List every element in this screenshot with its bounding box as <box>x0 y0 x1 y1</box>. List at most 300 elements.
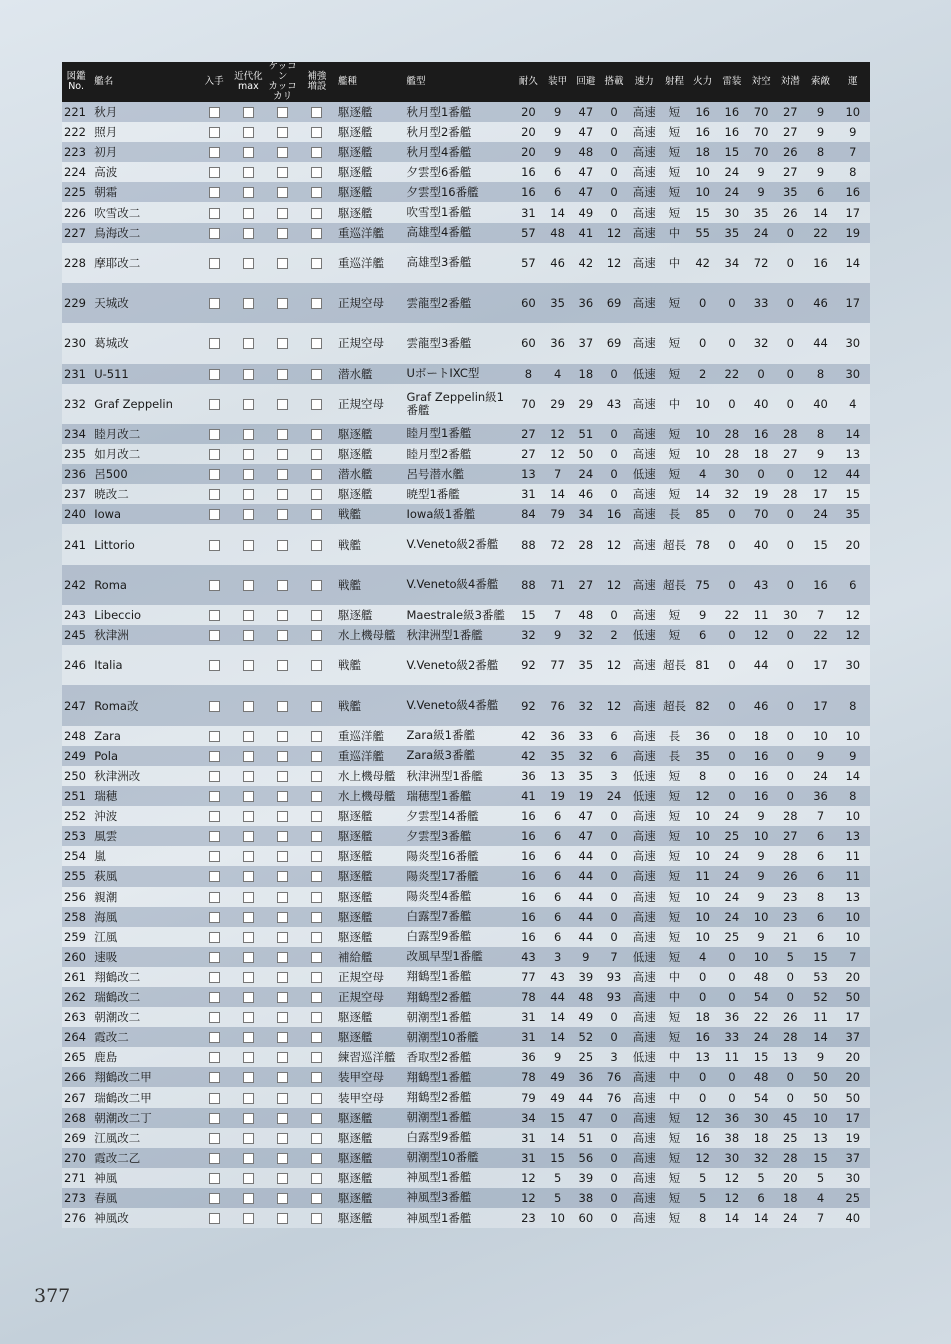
reinforce-slot-checkbox[interactable] <box>311 892 322 903</box>
obtained-checkbox[interactable] <box>209 1072 220 1083</box>
modernize-max-checkbox[interactable] <box>243 972 254 983</box>
kekkon-checkbox-cell <box>265 1087 299 1107</box>
evasion-cell: 48 <box>572 605 600 625</box>
modernize-max-checkbox[interactable] <box>243 1153 254 1164</box>
reinforce-slot-checkbox[interactable] <box>311 228 322 239</box>
torpedo-cell: 14 <box>717 1208 747 1228</box>
reinforce-slot-checkbox[interactable] <box>311 338 322 349</box>
obtained-checkbox[interactable] <box>209 811 220 822</box>
modernize-max-checkbox[interactable] <box>243 1052 254 1063</box>
luck-cell: 7 <box>836 947 870 967</box>
modernize-max-checkbox[interactable] <box>243 1213 254 1224</box>
capacity-cell: 69 <box>600 283 628 323</box>
kekkon-checkbox[interactable] <box>277 167 288 178</box>
kekkon-checkbox[interactable] <box>277 1153 288 1164</box>
ship-type-cell: 正規空母 <box>334 384 403 424</box>
header-aa: 対空 <box>747 62 775 102</box>
kekkon-checkbox[interactable] <box>277 992 288 1003</box>
kekkon-checkbox[interactable] <box>277 1193 288 1204</box>
speed-cell: 高速 <box>628 1108 660 1128</box>
aa-cell: 9 <box>747 927 775 947</box>
kekkon-checkbox[interactable] <box>277 1113 288 1124</box>
modernize-max-checkbox[interactable] <box>243 892 254 903</box>
asw-cell: 0 <box>775 726 805 746</box>
obtained-checkbox[interactable] <box>209 610 220 621</box>
obtained-checkbox[interactable] <box>209 1153 220 1164</box>
los-cell: 17 <box>805 645 835 685</box>
reinforce-slot-checkbox[interactable] <box>311 731 322 742</box>
reinforce-slot-checkbox[interactable] <box>311 489 322 500</box>
modernize-max-checkbox[interactable] <box>243 147 254 158</box>
reinforce-slot-checkbox[interactable] <box>311 912 322 923</box>
obtained-checkbox[interactable] <box>209 208 220 219</box>
obtained-checkbox[interactable] <box>209 630 220 641</box>
obtained-checkbox[interactable] <box>209 1173 220 1184</box>
kekkon-checkbox[interactable] <box>277 369 288 380</box>
reinforce-slot-checkbox[interactable] <box>311 871 322 882</box>
hp-cell: 23 <box>513 1208 543 1228</box>
kekkon-checkbox[interactable] <box>277 107 288 118</box>
modernize-max-checkbox[interactable] <box>243 338 254 349</box>
kekkon-checkbox[interactable] <box>277 489 288 500</box>
reinforce-slot-checkbox[interactable] <box>311 540 322 551</box>
luck-cell: 10 <box>836 927 870 947</box>
obtained-checkbox[interactable] <box>209 369 220 380</box>
modernize-max-checkbox[interactable] <box>243 228 254 239</box>
header-modernize-max: 近代化 max <box>231 62 265 102</box>
luck-cell: 40 <box>836 1208 870 1228</box>
header-armor: 装甲 <box>544 62 572 102</box>
obtained-checkbox[interactable] <box>209 1052 220 1063</box>
modernize-max-checkbox[interactable] <box>243 912 254 923</box>
obtained-checkbox[interactable] <box>209 298 220 309</box>
no-cell: 268 <box>62 1108 90 1128</box>
torpedo-cell: 0 <box>717 524 747 564</box>
range-cell: 短 <box>660 786 688 806</box>
reinforce-slot-checkbox[interactable] <box>311 811 322 822</box>
reinforce-slot-checkbox[interactable] <box>311 1173 322 1184</box>
firepower-cell: 6 <box>689 625 717 645</box>
asw-cell: 26 <box>775 202 805 222</box>
kekkon-checkbox[interactable] <box>277 449 288 460</box>
kekkon-checkbox[interactable] <box>277 731 288 742</box>
modernize-max-checkbox[interactable] <box>243 660 254 671</box>
kekkon-checkbox[interactable] <box>277 258 288 269</box>
modernize-max-checkbox[interactable] <box>243 489 254 500</box>
armor-cell: 48 <box>544 223 572 243</box>
no-cell: 229 <box>62 283 90 323</box>
obtained-checkbox-cell <box>197 1047 231 1067</box>
asw-cell: 28 <box>775 846 805 866</box>
obtained-checkbox[interactable] <box>209 771 220 782</box>
kekkon-checkbox[interactable] <box>277 1052 288 1063</box>
kekkon-checkbox[interactable] <box>277 701 288 712</box>
header-kekkon: ケッコン カッコカリ <box>265 62 299 102</box>
kekkon-checkbox[interactable] <box>277 298 288 309</box>
reinforce-slot-checkbox[interactable] <box>311 429 322 440</box>
obtained-checkbox[interactable] <box>209 1012 220 1023</box>
evasion-cell: 44 <box>572 846 600 866</box>
kekkon-checkbox[interactable] <box>277 932 288 943</box>
modernize-max-checkbox-cell <box>231 846 265 866</box>
armor-cell: 4 <box>544 364 572 384</box>
obtained-checkbox[interactable] <box>209 701 220 712</box>
obtained-checkbox[interactable] <box>209 540 220 551</box>
modernize-max-checkbox[interactable] <box>243 107 254 118</box>
modernize-max-checkbox[interactable] <box>243 540 254 551</box>
reinforce-slot-checkbox[interactable] <box>311 771 322 782</box>
asw-cell: 0 <box>775 645 805 685</box>
hp-cell: 20 <box>513 142 543 162</box>
obtained-checkbox[interactable] <box>209 399 220 410</box>
obtained-checkbox[interactable] <box>209 912 220 923</box>
modernize-max-checkbox-cell <box>231 987 265 1007</box>
modernize-max-checkbox[interactable] <box>243 1173 254 1184</box>
reinforce-slot-checkbox[interactable] <box>311 610 322 621</box>
obtained-checkbox[interactable] <box>209 660 220 671</box>
range-cell: 短 <box>660 364 688 384</box>
kekkon-checkbox[interactable] <box>277 338 288 349</box>
armor-cell: 72 <box>544 524 572 564</box>
obtained-checkbox[interactable] <box>209 892 220 903</box>
reinforce-slot-checkbox[interactable] <box>311 851 322 862</box>
reinforce-slot-checkbox[interactable] <box>311 369 322 380</box>
kekkon-checkbox[interactable] <box>277 1093 288 1104</box>
modernize-max-checkbox[interactable] <box>243 167 254 178</box>
modernize-max-checkbox[interactable] <box>243 469 254 480</box>
ship-class-cell: 秋津洲型1番艦 <box>402 625 513 645</box>
reinforce-slot-checkbox[interactable] <box>311 187 322 198</box>
reinforce-slot-checkbox[interactable] <box>311 1052 322 1063</box>
reinforce-slot-checkbox[interactable] <box>311 1032 322 1043</box>
ship-class-cell: 夕雲型16番艦 <box>402 182 513 202</box>
kekkon-checkbox[interactable] <box>277 1133 288 1144</box>
modernize-max-checkbox[interactable] <box>243 1012 254 1023</box>
hp-cell: 70 <box>513 384 543 424</box>
modernize-max-checkbox[interactable] <box>243 1193 254 1204</box>
reinforce-slot-checkbox[interactable] <box>311 751 322 762</box>
ship-type-cell: 正規空母 <box>334 283 403 323</box>
asw-cell: 0 <box>775 786 805 806</box>
modernize-max-checkbox[interactable] <box>243 610 254 621</box>
firepower-cell: 16 <box>689 1128 717 1148</box>
firepower-cell: 75 <box>689 565 717 605</box>
table-row <box>62 625 870 645</box>
firepower-cell: 14 <box>689 484 717 504</box>
reinforce-slot-checkbox[interactable] <box>311 1113 322 1124</box>
luck-cell: 50 <box>836 987 870 1007</box>
obtained-checkbox[interactable] <box>209 1133 220 1144</box>
kekkon-checkbox[interactable] <box>277 509 288 520</box>
reinforce-slot-checkbox[interactable] <box>311 1012 322 1023</box>
capacity-cell: 12 <box>600 524 628 564</box>
modernize-max-checkbox-cell <box>231 726 265 746</box>
obtained-checkbox[interactable] <box>209 147 220 158</box>
kekkon-checkbox[interactable] <box>277 127 288 138</box>
reinforce-slot-checkbox[interactable] <box>311 701 322 712</box>
kekkon-checkbox[interactable] <box>277 871 288 882</box>
obtained-checkbox[interactable] <box>209 107 220 118</box>
firepower-cell: 11 <box>689 866 717 886</box>
modernize-max-checkbox[interactable] <box>243 258 254 269</box>
modernize-max-checkbox[interactable] <box>243 811 254 822</box>
obtained-checkbox[interactable] <box>209 429 220 440</box>
no-cell: 267 <box>62 1087 90 1107</box>
obtained-checkbox[interactable] <box>209 972 220 983</box>
ship-type-cell: 駆逐艦 <box>334 202 403 222</box>
capacity-cell: 93 <box>600 987 628 1007</box>
reinforce-slot-checkbox[interactable] <box>311 831 322 842</box>
modernize-max-checkbox[interactable] <box>243 731 254 742</box>
modernize-max-checkbox[interactable] <box>243 992 254 1003</box>
reinforce-slot-checkbox[interactable] <box>311 932 322 943</box>
reinforce-slot-checkbox[interactable] <box>311 509 322 520</box>
modernize-max-checkbox[interactable] <box>243 429 254 440</box>
asw-cell: 24 <box>775 1208 805 1228</box>
obtained-checkbox[interactable] <box>209 258 220 269</box>
obtained-checkbox-cell <box>197 484 231 504</box>
reinforce-slot-checkbox[interactable] <box>311 1093 322 1104</box>
kekkon-checkbox[interactable] <box>277 1072 288 1083</box>
luck-cell: 30 <box>836 323 870 363</box>
reinforce-slot-checkbox[interactable] <box>311 1153 322 1164</box>
reinforce-slot-checkbox[interactable] <box>311 952 322 963</box>
modernize-max-checkbox[interactable] <box>243 771 254 782</box>
name-cell: 沖波 <box>90 806 197 826</box>
obtained-checkbox[interactable] <box>209 871 220 882</box>
ship-class-cell: 秋月型4番艦 <box>402 142 513 162</box>
reinforce-slot-checkbox[interactable] <box>311 208 322 219</box>
reinforce-slot-checkbox[interactable] <box>311 298 322 309</box>
modernize-max-checkbox[interactable] <box>243 369 254 380</box>
kekkon-checkbox[interactable] <box>277 580 288 591</box>
kekkon-checkbox[interactable] <box>277 630 288 641</box>
kekkon-checkbox[interactable] <box>277 851 288 862</box>
kekkon-checkbox[interactable] <box>277 228 288 239</box>
name-cell: 朝潮改二丁 <box>90 1108 197 1128</box>
capacity-cell: 93 <box>600 967 628 987</box>
obtained-checkbox[interactable] <box>209 1113 220 1124</box>
capacity-cell: 69 <box>600 323 628 363</box>
kekkon-checkbox[interactable] <box>277 1032 288 1043</box>
speed-cell: 低速 <box>628 1047 660 1067</box>
los-cell: 50 <box>805 1067 835 1087</box>
reinforce-slot-checkbox-cell <box>300 866 334 886</box>
obtained-checkbox[interactable] <box>209 228 220 239</box>
obtained-checkbox[interactable] <box>209 167 220 178</box>
name-cell: 翔鶴改二 <box>90 967 197 987</box>
modernize-max-checkbox-cell <box>231 1108 265 1128</box>
obtained-checkbox[interactable] <box>209 509 220 520</box>
reinforce-slot-checkbox[interactable] <box>311 660 322 671</box>
modernize-max-checkbox[interactable] <box>243 509 254 520</box>
ship-class-cell: UボートIXC型 <box>402 364 513 384</box>
hp-cell: 31 <box>513 202 543 222</box>
obtained-checkbox[interactable] <box>209 489 220 500</box>
los-cell: 11 <box>805 1007 835 1027</box>
reinforce-slot-checkbox[interactable] <box>311 147 322 158</box>
torpedo-cell: 30 <box>717 1148 747 1168</box>
name-cell: U-511 <box>90 364 197 384</box>
obtained-checkbox[interactable] <box>209 992 220 1003</box>
modernize-max-checkbox[interactable] <box>243 871 254 882</box>
ship-type-cell: 駆逐艦 <box>334 1168 403 1188</box>
modernize-max-checkbox[interactable] <box>243 208 254 219</box>
modernize-max-checkbox[interactable] <box>243 851 254 862</box>
reinforce-slot-checkbox[interactable] <box>311 258 322 269</box>
kekkon-checkbox[interactable] <box>277 892 288 903</box>
aa-cell: 9 <box>747 806 775 826</box>
modernize-max-checkbox[interactable] <box>243 1113 254 1124</box>
kekkon-checkbox[interactable] <box>277 791 288 802</box>
modernize-max-checkbox[interactable] <box>243 580 254 591</box>
modernize-max-checkbox[interactable] <box>243 187 254 198</box>
torpedo-cell: 16 <box>717 122 747 142</box>
table-row <box>62 464 870 484</box>
kekkon-checkbox[interactable] <box>277 771 288 782</box>
no-cell: 251 <box>62 786 90 806</box>
reinforce-slot-checkbox[interactable] <box>311 1072 322 1083</box>
torpedo-cell: 24 <box>717 887 747 907</box>
hp-cell: 27 <box>513 444 543 464</box>
obtained-checkbox[interactable] <box>209 449 220 460</box>
modernize-max-checkbox[interactable] <box>243 1072 254 1083</box>
kekkon-checkbox[interactable] <box>277 952 288 963</box>
ship-type-cell: 駆逐艦 <box>334 1208 403 1228</box>
asw-cell: 18 <box>775 1188 805 1208</box>
speed-cell: 高速 <box>628 384 660 424</box>
kekkon-checkbox[interactable] <box>277 972 288 983</box>
armor-cell: 12 <box>544 444 572 464</box>
kekkon-checkbox[interactable] <box>277 660 288 671</box>
kekkon-checkbox[interactable] <box>277 751 288 762</box>
reinforce-slot-checkbox[interactable] <box>311 167 322 178</box>
reinforce-slot-checkbox-cell <box>300 504 334 524</box>
ship-class-cell: 陽炎型4番艦 <box>402 887 513 907</box>
obtained-checkbox[interactable] <box>209 187 220 198</box>
modernize-max-checkbox[interactable] <box>243 449 254 460</box>
kekkon-checkbox[interactable] <box>277 208 288 219</box>
modernize-max-checkbox[interactable] <box>243 952 254 963</box>
obtained-checkbox[interactable] <box>209 580 220 591</box>
reinforce-slot-checkbox[interactable] <box>311 791 322 802</box>
ship-type-cell: 水上機母艦 <box>334 625 403 645</box>
modernize-max-checkbox[interactable] <box>243 298 254 309</box>
kekkon-checkbox[interactable] <box>277 610 288 621</box>
kekkon-checkbox[interactable] <box>277 187 288 198</box>
reinforce-slot-checkbox[interactable] <box>311 107 322 118</box>
range-cell: 短 <box>660 927 688 947</box>
reinforce-slot-checkbox[interactable] <box>311 127 322 138</box>
kekkon-checkbox[interactable] <box>277 469 288 480</box>
reinforce-slot-checkbox[interactable] <box>311 992 322 1003</box>
modernize-max-checkbox[interactable] <box>243 1133 254 1144</box>
kekkon-checkbox[interactable] <box>277 1012 288 1023</box>
reinforce-slot-checkbox[interactable] <box>311 630 322 641</box>
ship-class-cell: 翔鶴型2番艦 <box>402 987 513 1007</box>
speed-cell: 高速 <box>628 504 660 524</box>
kekkon-checkbox-cell <box>265 1027 299 1047</box>
reinforce-slot-checkbox[interactable] <box>311 399 322 410</box>
asw-cell: 28 <box>775 424 805 444</box>
kekkon-checkbox-cell <box>265 524 299 564</box>
reinforce-slot-checkbox[interactable] <box>311 972 322 983</box>
modernize-max-checkbox[interactable] <box>243 630 254 641</box>
reinforce-slot-checkbox[interactable] <box>311 1213 322 1224</box>
kekkon-checkbox[interactable] <box>277 1213 288 1224</box>
reinforce-slot-checkbox[interactable] <box>311 469 322 480</box>
obtained-checkbox[interactable] <box>209 1213 220 1224</box>
obtained-checkbox[interactable] <box>209 751 220 762</box>
obtained-checkbox[interactable] <box>209 1032 220 1043</box>
evasion-cell: 28 <box>572 524 600 564</box>
no-cell: 225 <box>62 182 90 202</box>
table-row <box>62 504 870 524</box>
modernize-max-checkbox[interactable] <box>243 751 254 762</box>
modernize-max-checkbox[interactable] <box>243 127 254 138</box>
reinforce-slot-checkbox-cell <box>300 484 334 504</box>
reinforce-slot-checkbox[interactable] <box>311 580 322 591</box>
kekkon-checkbox[interactable] <box>277 147 288 158</box>
obtained-checkbox[interactable] <box>209 1093 220 1104</box>
kekkon-checkbox[interactable] <box>277 912 288 923</box>
modernize-max-checkbox[interactable] <box>243 399 254 410</box>
evasion-cell: 33 <box>572 726 600 746</box>
obtained-checkbox[interactable] <box>209 831 220 842</box>
obtained-checkbox-cell <box>197 1148 231 1168</box>
aa-cell: 5 <box>747 1168 775 1188</box>
reinforce-slot-checkbox[interactable] <box>311 1133 322 1144</box>
modernize-max-checkbox[interactable] <box>243 791 254 802</box>
modernize-max-checkbox[interactable] <box>243 932 254 943</box>
los-cell: 6 <box>805 826 835 846</box>
ship-class-cell: 神風型1番艦 <box>402 1208 513 1228</box>
asw-cell: 23 <box>775 887 805 907</box>
obtained-checkbox[interactable] <box>209 127 220 138</box>
obtained-checkbox-cell <box>197 1087 231 1107</box>
ship-class-cell: Zara級1番艦 <box>402 726 513 746</box>
table-row <box>62 1067 870 1087</box>
obtained-checkbox[interactable] <box>209 932 220 943</box>
obtained-checkbox[interactable] <box>209 952 220 963</box>
modernize-max-checkbox-cell <box>231 182 265 202</box>
obtained-checkbox[interactable] <box>209 791 220 802</box>
reinforce-slot-checkbox[interactable] <box>311 449 322 460</box>
modernize-max-checkbox[interactable] <box>243 1093 254 1104</box>
table-row <box>62 1148 870 1168</box>
kekkon-checkbox[interactable] <box>277 1173 288 1184</box>
obtained-checkbox[interactable] <box>209 1193 220 1204</box>
obtained-checkbox-cell <box>197 726 231 746</box>
kekkon-checkbox[interactable] <box>277 399 288 410</box>
kekkon-checkbox[interactable] <box>277 429 288 440</box>
kekkon-checkbox[interactable] <box>277 540 288 551</box>
obtained-checkbox[interactable] <box>209 851 220 862</box>
obtained-checkbox-cell <box>197 565 231 605</box>
kekkon-checkbox[interactable] <box>277 811 288 822</box>
kekkon-checkbox[interactable] <box>277 831 288 842</box>
obtained-checkbox[interactable] <box>209 469 220 480</box>
table-row <box>62 927 870 947</box>
modernize-max-checkbox[interactable] <box>243 1032 254 1043</box>
modernize-max-checkbox[interactable] <box>243 831 254 842</box>
obtained-checkbox[interactable] <box>209 338 220 349</box>
name-cell: 瑞鶴改二甲 <box>90 1087 197 1107</box>
reinforce-slot-checkbox[interactable] <box>311 1193 322 1204</box>
obtained-checkbox[interactable] <box>209 731 220 742</box>
modernize-max-checkbox-cell <box>231 746 265 766</box>
modernize-max-checkbox[interactable] <box>243 701 254 712</box>
